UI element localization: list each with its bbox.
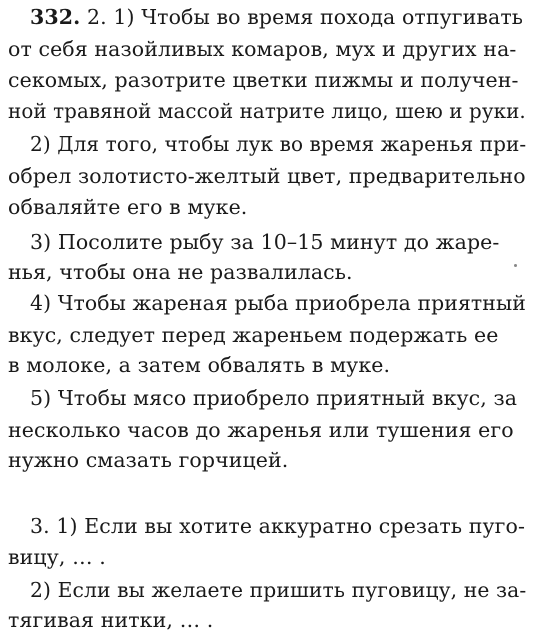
text-line: секомых, разотрите цветки пижмы и получен- xyxy=(8,68,519,92)
text-line: обваляйте его в муке. xyxy=(8,195,248,219)
text-line: несколько часов до жаренья или тушения его xyxy=(8,418,514,442)
text-line: 4) Чтобы жареная рыба приобрела приятный xyxy=(30,291,526,315)
text-line: 3) Посолите рыбу за 10–15 минут до жаре- xyxy=(30,230,500,254)
text-line: вицу, … . xyxy=(8,545,106,569)
exercise-number: 332. xyxy=(30,5,81,29)
text-line: нья, чтобы она не развалилась. xyxy=(8,260,353,284)
text-line xyxy=(30,513,525,539)
text-line: тягивая нитки, … . xyxy=(8,608,214,632)
text-line: обрел золотисто-желтый цвет, предварительно xyxy=(8,164,526,188)
paragraph-text: 1) Чтобы во время похода отпугивать xyxy=(113,5,524,29)
text-line: 2) Для того, чтобы лук во время жаренья при- xyxy=(30,132,527,156)
scan-speck xyxy=(514,264,517,267)
text-line: в молоке, а затем обвалять в муке. xyxy=(8,353,391,377)
text-line: вкус, следует перед жареньем подержать ее xyxy=(8,323,499,347)
text-line: от себя назойливых комаров, мух и других на- xyxy=(8,37,517,61)
text-line xyxy=(30,4,524,30)
part-label: 3. xyxy=(30,514,50,538)
part-label: 2. xyxy=(86,5,107,29)
text-line: 5) Чтобы мясо приобрело приятный вкус, за xyxy=(30,386,518,410)
text-line: ной травяной массой натрите лицо, шею и руки. xyxy=(8,99,526,123)
text-line: 2) Если вы желаете пришить пуговицу, не за- xyxy=(30,578,527,602)
paragraph-text: 1) Если вы хотите аккуратно срезать пуго- xyxy=(56,514,525,538)
text-line: нужно смазать горчицей. xyxy=(8,448,289,472)
